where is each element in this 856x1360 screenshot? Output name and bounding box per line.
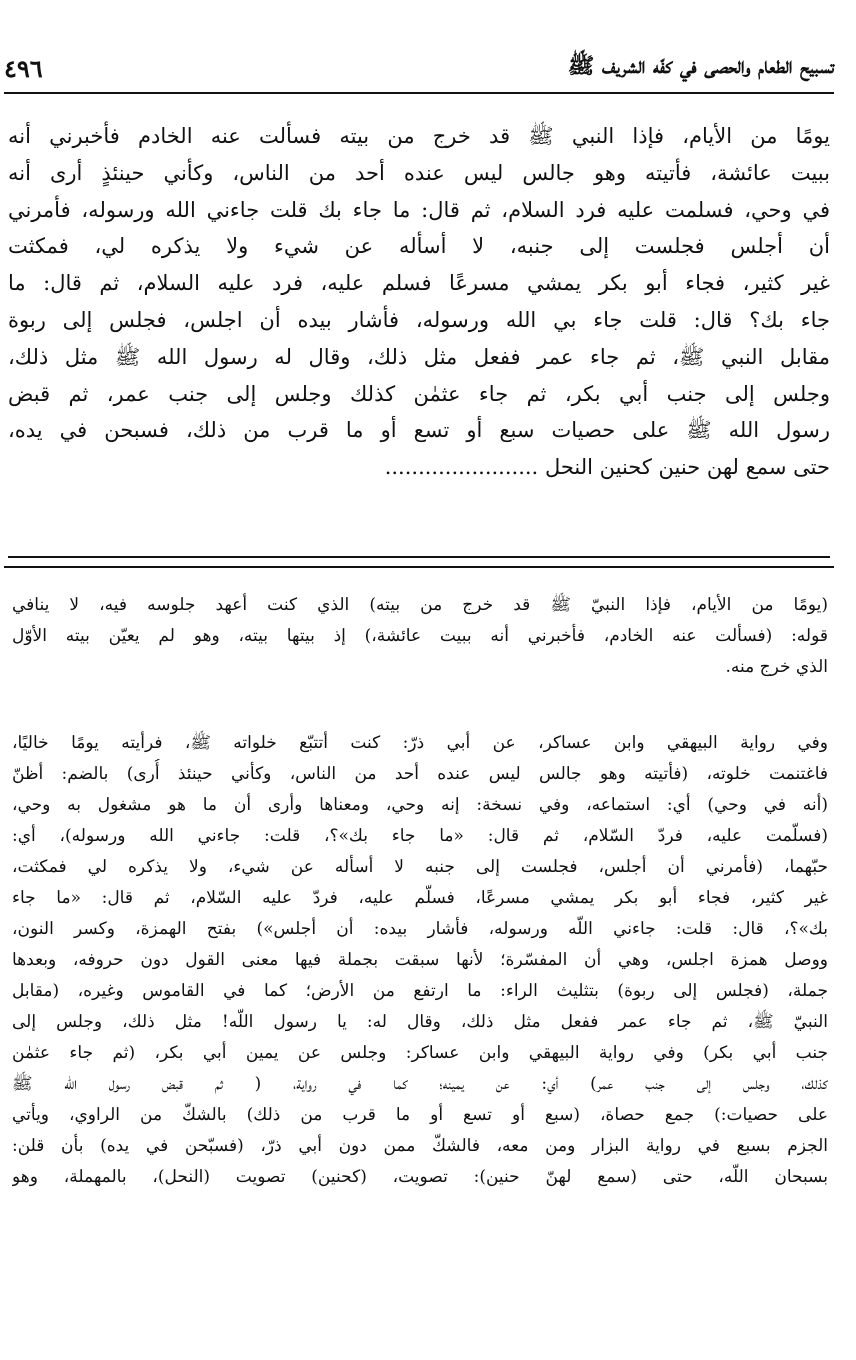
- text-line: غير كثير، فجاء أبو بكر يمشي مسرعًا فسلم عليه، فرد عليه السلام، ثم قال: ما: [8, 271, 830, 296]
- text-line: يومًا من الأيام، فإذا النبي ﷺ قد خرج من بيته فسألت عنه الخادم فأخبرني أنه: [8, 124, 830, 148]
- running-title: تسبيح الطعام والحصى في كفّه الشريف ﷺ: [567, 53, 834, 79]
- text-line: في وحي، فسلمت عليه فرد السلام، ثم قال: ما جاء بك قلت جاءني الله ورسوله، فأمرني: [8, 197, 830, 222]
- text-divider: [8, 556, 830, 558]
- commentary-line: النبيّ ﷺ، ثم جاء عمر ففعل مثل ذلك، وقال له: يا رسول اللّه! مثل ذلك، وجلس إلى: [12, 1012, 828, 1032]
- hadith-text: [8, 118, 830, 486]
- text-line: رسول الله ﷺ على حصيات سبع أو تسع أو ما قرب من ذلك، فسبحن في يده،: [8, 418, 830, 443]
- commentary-line: وفي رواية البيهقي وابن عساكر، عن أبي ذرّ: كنت أتتبّع خلواته ﷺ، فرأيته يومًا خاليًا،: [12, 733, 828, 753]
- text-line: وجلس إلى جنب أبي بكر، ثم جاء عثمٰن كذلك وجلس إلى جنب عمر، ثم قبض: [8, 381, 830, 406]
- commentary-divider: [4, 566, 834, 568]
- commentary-line: الجزم بسبع في رواية البزار ومن معه، فالشكّ ممن دون أبي ذرّ، (فسبّحن في يده) بأن قلن:: [12, 1136, 828, 1156]
- commentary-line: جنب أبي بكر) وفي رواية البيهقي وابن عساكر: وجلس عن يمين أبي بكر، (ثم جاء عثمٰن: [12, 1043, 828, 1063]
- commentary-line: (أنه في وحي) أي: استماعه، وفي نسخة: إنه وحي، ومعناها وأرى أن ما هو مشغول به وحي،: [12, 795, 828, 815]
- commentary-line: فاغتنمت خلوته، (فأتيته وهو جالس ليس عنده أحد من الناس، وكأني حينئذ أُرى) بالضم: أظنّ: [12, 764, 828, 784]
- commentary-line: (فسلّمت عليه، فردّ السّلام، ثم قال: «ما جاء بك»؟، قلت: جاءني الله ورسوله)، أي:: [12, 826, 828, 846]
- commentary-line: غير كثير، فجاء أبو بكر يمشي مسرعًا، فسلّم عليه، فردّ عليه السّلام، ثم قال: «ما جاء: [12, 888, 828, 908]
- commentary-line: بك»؟، قال: قلت: جاءني اللّه ورسوله، فأشار بيده: أن أجلس») بفتح الهمزة، وكسر النون،: [12, 919, 828, 939]
- commentary-line: حبّهما، (فأمرني أن أجلس، فجلست إلى جنبه لا أسأله عن شيء، ولا يذكره لي فمكثت،: [12, 857, 828, 877]
- text-line: جاء بك؟ قال: قلت جاء بي الله ورسوله، فأشار بيده أن اجلس، فجلس إلى ربوة: [8, 307, 830, 332]
- commentary-line: بسبحان اللّه، حتى (سمع لهنّ حنين): تصويت، (كحنين) تصويت (النحل)، بالمهملة، وهو: [12, 1167, 828, 1187]
- text-line: مقابل النبي ﷺ، ثم جاء عمر ففعل مثل ذلك، وقال له رسول الله ﷺ مثل ذلك،: [8, 344, 830, 369]
- page-number: ٤٩٦: [4, 53, 43, 83]
- text-line: أن أجلس فجلست إلى جنبه، لا أسأله عن شيء ولا يذكره لي، فمكثت: [8, 234, 830, 259]
- commentary-line: (يومًا من الأيام، فإذا النبيّ ﷺ قد خرج من بيته) الذي كنت أعهد جلوسه فيه، لا ينافي: [12, 595, 828, 615]
- commentary-line: ووصل همزة اجلس، وهي أن المفسّرة؛ لأنها سبقت بجملة فيها معنى القول دون حروفه، وبعدها: [12, 950, 828, 970]
- commentary-line: قوله: (فسألت عنه الخادم، فأخبرني أنه ببيت عائشة،) إذ بيتها بيته، وهو لم يعيّن بيته الأوّل: [12, 626, 828, 646]
- text-line-last: [8, 449, 830, 486]
- commentary-line: على حصيات:) جمع حصاة، (سبع أو تسع أو ما قرب من ذلك) بالشكّ من الراوي، ويأتي: [12, 1105, 828, 1125]
- commentary-line: الذي خرج منه.: [725, 657, 828, 677]
- page-header: [4, 44, 834, 94]
- text-line: ببيت عائشة، فأتيته وهو جالس ليس عنده أحد من الناس، وكأني حينئذٍ أرى أنه: [8, 160, 830, 185]
- commentary-intro: [12, 590, 828, 683]
- continuation-dots: .......................: [384, 455, 539, 480]
- commentary-body: [12, 728, 828, 1193]
- text-line: حتى سمع لهن حنين كحنين النحل: [544, 455, 830, 480]
- commentary-line: كذلك، وجلس إلى جنب عمر) أي: عن يمينه؛ كما في رواية، ( ثم قبض رسول اللّه ﷺ: [12, 1074, 828, 1094]
- commentary-line: جملة، (فجلس إلى ربوة) بتثليث الراء: ما ارتفع من الأرض؛ كما في القاموس وغيره، (مقابل: [12, 981, 828, 1001]
